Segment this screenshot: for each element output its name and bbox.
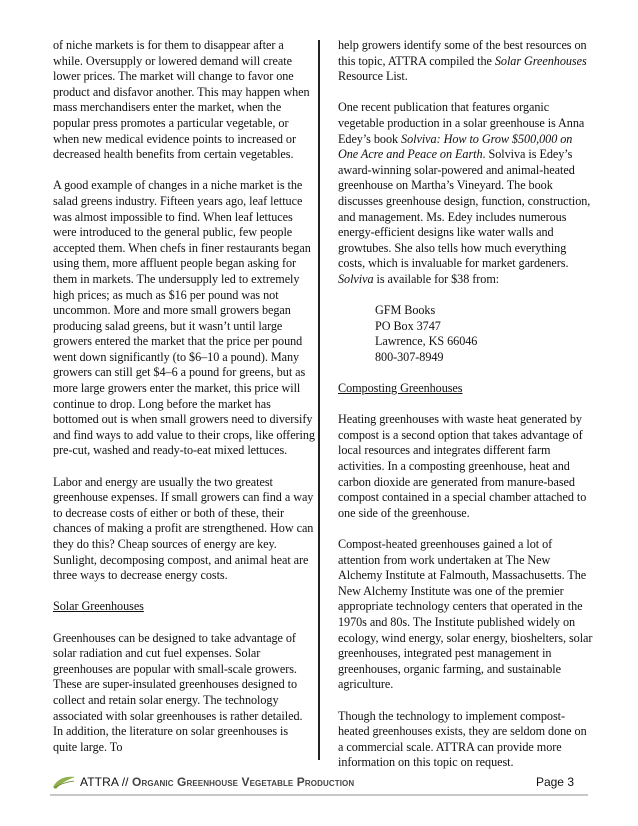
left-column xyxy=(53,38,315,771)
paragraph-labor-energy: Labor and energy are usually the two greatest greenhouse expenses. If small growers can find a way to decrease costs of either or both of these, their chances of making a profit are strengthened. How can they do this? Cheap sources of energy are key. Sunlight, decomposing compost, and animal heat are three ways to decrease energy costs. xyxy=(53,474,314,583)
footer-rule xyxy=(50,794,588,796)
paragraph-new-alchemy: Compost-heated greenhouses gained a lot of attention from work undertaken at The New Alchemy Institute at Falmouth, Massachusetts. The New Alchemy Institute was one of the premier appropriate technology centers that operated in the 1970s and 80s. The Institute published widely on ecology, wind energy, solar energy, bioshelters, solar greenhouses, integrated pest management in greenhouses, organic farming, and sustainable agriculture. xyxy=(338,537,593,692)
address-line: PO Box 3747 xyxy=(375,318,441,333)
page-number: Page 3 xyxy=(535,775,574,789)
title-solar-greenhouses-resource: Solar Greenhouses xyxy=(494,53,587,68)
footer-publication-title: ATTRA // Organic Greenhouse Vegetable Production xyxy=(80,775,355,789)
paragraph-composting-heat: Heating greenhouses with waste heat generated by compost is a second option that takes advantage of local resources and integrates different farm activities. In a composting greenhouse, heat and carbon dioxide are generated from manure-based compost contained in a special chamber attached to one side of the greenhouse. xyxy=(338,412,587,520)
paragraph-solviva: One recent publication that features organic vegetable production in a solar greenhouse is Anna Edey’s book Solviva: How to Grow $500,000 on One Acre and Peace on Earth. Solviva is Edey’s award-winning solar-powered and animal-heated greenhouse on Martha’s Vineyard. The book discusses greenhouse design, function, construction, and management. Ms. Edey includes numerous energy-efficient designs like water walls and growtubes. She also tells how much everything costs, which is invaluable for market gardeners. Solviva is available for $38 from: xyxy=(338,100,591,286)
address-line: GFM Books xyxy=(375,303,436,318)
page-footer xyxy=(50,770,588,794)
book-title-solviva: Solviva: How to Grow $500,000 on One Acre and Peace on Earth xyxy=(338,131,573,162)
paragraph-technology-request: Though the technology to implement compost-heated greenhouses exists, they are seldom done on a commercial scale. ATTRA can provide more information on this topic on request. xyxy=(338,708,587,770)
address-line: Lawrence, KS 66046 xyxy=(375,334,478,349)
paragraph-salad-greens: A good example of changes in a niche market is the salad greens industry. Fifteen years ago, leaf lettuce was almost impossible to find. When leaf lettuces were introduced to the general public, few people accepted them. When chefs in finer restaurants began using them, more affluent people began asking for them in markets. The undersupply led to extremely high prices; as much as $16 per pound was not uncommon. More and more small growers began producing salad greens, but it wasn’t until large growers entered the market that the price per pound went down significantly (to $6–10 a pound). Many growers can still get $4–6 a pound for greens, but as more large growers enter the market, this price will continue to drop. Long before the market has bottomed out is when small growers need to diversify and find ways to add value to their crops, like offering pre-cut, washed and ready-to-eat mixed lettuces. xyxy=(53,178,315,458)
publisher-address xyxy=(375,303,594,365)
book-name-solviva: Solviva xyxy=(338,271,374,286)
paragraph-solar-design: Greenhouses can be designed to take advantage of solar radiation and cut fuel expenses. Solar greenhouses are popular with small-scale growers. These are super-insulated greenhouses designed to collect and retain solar energy. The technology associated with solar greenhouses is rather detailed. In addition, the literature on solar greenhouses is quite large. To xyxy=(53,630,303,754)
heading-composting-greenhouses: Composting Greenhouses xyxy=(338,381,463,396)
paragraph-niche-markets: of niche markets is for them to disappear after a while. Oversupply or lowered demand will create lower prices. The market will change to favor one product and disfavor another. This may happen when mass merchandisers enter the market, when the popular press promotes a particular vegetable, or when new medical evidence points to increased or decreased health benefits from certain vegetables. xyxy=(53,38,310,162)
attra-leaf-icon xyxy=(52,774,76,790)
right-column xyxy=(338,38,594,787)
paragraph-resource-list: help growers identify some of the best resources on this topic, ATTRA compiled the Solar Greenhouses Resource List. xyxy=(338,38,587,84)
column-divider xyxy=(318,40,320,760)
heading-solar-greenhouses: Solar Greenhouses xyxy=(53,599,144,614)
address-line: 800-307-8949 xyxy=(375,349,444,364)
